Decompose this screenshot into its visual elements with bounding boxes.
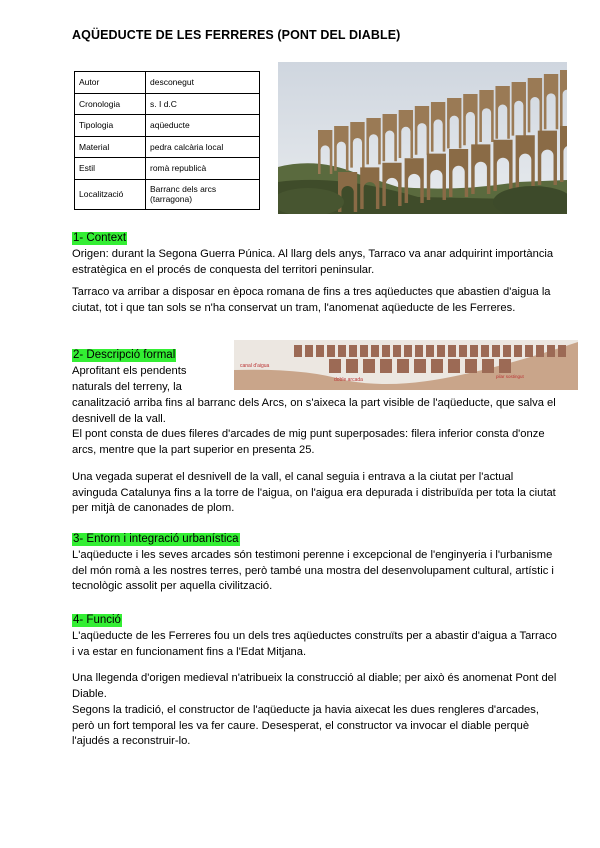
info-key: Autor (75, 72, 146, 94)
info-value: aqüeducte (146, 115, 260, 137)
diagram-label: pilar sostingut (496, 374, 524, 379)
paragraph: L'aqüeducte de les Ferreres fou un dels tres aqüeductes construïts per a abastir d'aigua a Tarraco i va estar en funcionament fins a l'Edat Mitjana. (72, 630, 557, 658)
paragraph: Aprofitant els pendents naturals del terreny, la (72, 365, 187, 393)
paragraph: Origen: durant la Segona Guerra Púnica. Al llarg dels anys, Tarraco va anar adquirint importància estratègica en el procés de conquesta del territori peninsular. (72, 248, 554, 276)
info-row (75, 72, 260, 94)
section-heading-function: 4- Funció (73, 614, 121, 626)
section-heading-description: 2- Descripció formal (73, 349, 176, 361)
info-key: Tipologia (75, 115, 146, 137)
info-row (75, 179, 260, 209)
paragraph: Una vegada superat el desnivell de la vall, el canal seguia i entrava a la ciutat per l'actual avinguda Catalunya fins a la torre de l'aigua, on l'aigua era depurada i distribuïda per tota la ciutat per mitjà de canonades de plom. (72, 471, 556, 514)
info-key: Estil (75, 158, 146, 180)
aqueduct-diagram (234, 340, 578, 390)
section-heading-environment: 3- Entorn i integració urbanística (73, 533, 239, 545)
paragraph: Una llegenda d'origen medieval n'atribueix la construcció al diable; per això és anomenat Pont del Diable. (72, 672, 557, 700)
info-row (75, 158, 260, 180)
info-key: Material (75, 136, 146, 158)
info-table (74, 71, 260, 210)
section-heading-context: 1- Context (73, 232, 127, 244)
info-row (75, 115, 260, 137)
info-value: romà republicà (146, 158, 260, 180)
info-value: desconegut (146, 72, 260, 94)
info-value: pedra calcària local (146, 136, 260, 158)
info-row (75, 136, 260, 158)
info-row (75, 93, 260, 115)
paragraph: L'aqüeducte i les seves arcades són testimoni perenne i excepcional de l'enginyeria i l'urbanisme del món romà a les nostres terres, però també una mostra del desenvolupament cultural, artístic i tecnològic assolit per aquella civilització. (72, 549, 554, 592)
diagram-label: doble arcada (334, 377, 363, 383)
info-value: Barranc dels arcs (tarragona) (146, 179, 260, 209)
info-key: Localització (75, 179, 146, 209)
paragraph: Tarraco va arribar a disposar en època romana de fins a tres aqüeductes que abastien d'aigua la ciutat, tot i que tan sols se n'ha conservat un tram, l'anomenat aqüeducte de les Ferreres. (72, 286, 551, 314)
page-title: AQÜEDUCTE DE LES FERRERES (PONT DEL DIABLE) (72, 28, 401, 42)
aqueduct-photo (278, 62, 567, 214)
paragraph: Segons la tradició, el constructor de l'aqüeducte ja havia aixecat les dues rengleres d'arcades, però un fort temporal les va fer caure. Desesperat, el constructor va invocar el diable perquè l'ajudés a reconstruir-lo. (72, 704, 539, 747)
diagram-label: canal d'aigua (240, 363, 270, 369)
paragraph: El pont consta de dues fileres d'arcades de mig punt superposades: filera inferior consta d'onze arcs, mentre que la part superior en presenta 25. (72, 428, 545, 456)
info-value: s. I d.C (146, 93, 260, 115)
paragraph: canalització arriba fins al barranc dels Arcs, on s'aixeca la part visible de l'aqüeducte, que salva el desnivell de la vall. (72, 397, 556, 425)
info-key: Cronologia (75, 93, 146, 115)
